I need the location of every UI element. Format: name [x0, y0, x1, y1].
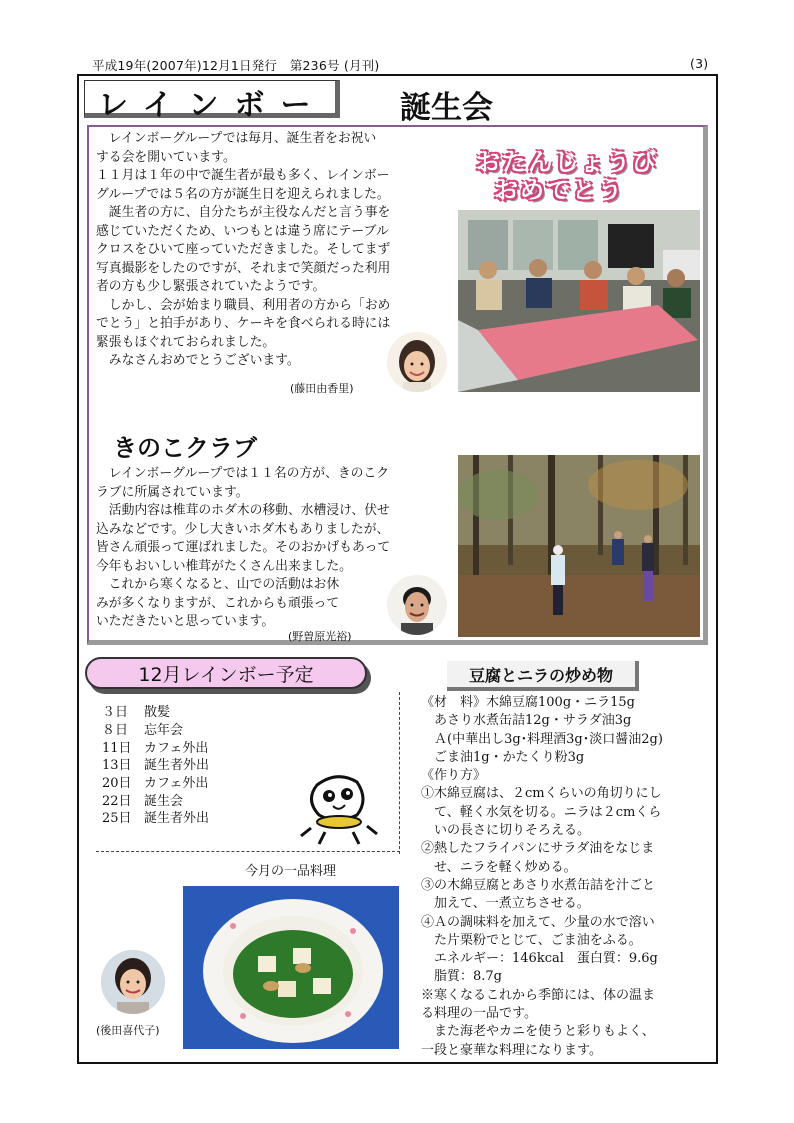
text-line: いただきたいと思っています。 [96, 614, 275, 629]
schedule-event: カフェ外出 [144, 776, 209, 791]
schedule-date: 22日 [102, 794, 132, 809]
schedule-event: 誕生会 [144, 794, 184, 809]
text-line: 込みなどです。少し大きいホダ木もありましたが、 [96, 521, 390, 537]
birthday-party-photo [458, 210, 700, 392]
recipe-body [421, 694, 663, 1060]
text-line: クロスをひいて座っていただきました。そしてまず [96, 242, 391, 257]
text-line: これから寒くなると、山での活動はお休 [96, 577, 340, 592]
wordart-line-1: おたんじょうび [476, 148, 658, 176]
recipe-line: て、軽く水気を切る。ニラは２cmくら [421, 804, 662, 820]
schedule-item [102, 719, 183, 737]
section-divider [96, 851, 400, 852]
recipe-line: ①木綿豆腐は、２cmくらいの角切りにし [421, 786, 662, 802]
recipe-line: ごま油1g・かたくり粉3g [421, 749, 585, 765]
birthday-signature: (藤田由香里) [290, 382, 354, 395]
text-line: でとう」と拍手があり、ケーキを食べられる時には [96, 316, 391, 331]
schedule-item [102, 772, 208, 790]
text-line: グループでは５名の方が誕生日を迎えられました。 [96, 186, 390, 202]
text-line: 感じていただくため、いつもとは違う席にテーブル [96, 223, 389, 239]
schedule-item [102, 701, 170, 719]
text-line: １１月は１年の中で誕生者が最も多く、レインボー [96, 168, 390, 183]
rainbow-title: レインボー [98, 88, 327, 123]
kinoko-signature: (野曽原光裕) [288, 630, 352, 643]
recipe-line: 加えて、一煮立ちさせる。 [421, 896, 590, 912]
schedule-event: 散髪 [144, 705, 171, 720]
schedule-event: 誕生者外出 [144, 811, 210, 826]
schedule-item [102, 737, 208, 755]
recipe-line: 一段と豪華な料理になります。 [421, 1042, 602, 1058]
text-line: する会を開いています。 [96, 149, 236, 165]
text-line: 者の方も少し緊張されていたようです。 [96, 279, 326, 294]
text-line: しかし、会が始まり職員、利用者の方から「おめ [96, 297, 391, 313]
recipe-line: Ａ(中華出し3g･料理酒3g･淡口醤油2g) [421, 731, 663, 747]
recipe-line: エネルギー：146kcal 蛋白質：9.6g [421, 951, 658, 967]
author-portrait-3 [101, 950, 165, 1014]
text-line: みが多くなりますが、これからも頑張って [96, 595, 340, 611]
kinoko-paragraph [96, 465, 390, 632]
recipe-line: ③の木綿豆腐とあさり水煮缶詰を汁ごと [421, 877, 656, 893]
text-line: 活動内容は椎茸のホダ木の移動、水槽浸け、伏せ [96, 503, 390, 518]
cartoon-character-illustration [297, 770, 379, 845]
text-line: 緊張もほぐれておられました。 [96, 334, 276, 350]
text-line: ラブに所属されています。 [96, 484, 249, 500]
wordart-line-2: おめでとう [494, 176, 624, 204]
recipe-line: た片栗粉でとじて、ごま油をふる。 [421, 932, 642, 948]
text-line: 今年もおいしい椎茸がたくさん出来ました。 [96, 558, 352, 574]
recipe-line: あさり水煮缶詰12g・サラダ油3g [421, 713, 632, 729]
schedule-event: 誕生者外出 [144, 758, 210, 773]
recipe-line: いの長さに切りそろえる。 [421, 823, 591, 839]
author-portrait-1 [387, 332, 447, 392]
schedule-event: 忘年会 [144, 723, 184, 738]
recipe-line: ④Ａの調味料を加えて、少量の水で溶い [421, 914, 655, 930]
forest-photo [458, 455, 700, 637]
column-divider [399, 692, 400, 854]
recipe-line: 《材 料》木綿豆腐100g・ニラ15g [421, 695, 635, 710]
schedule-title: 12月レインボー予定 [138, 664, 314, 686]
schedule-date: 20日 [102, 776, 132, 791]
dish-caption: 今月の一品料理 [245, 864, 337, 879]
recipe-title: 豆腐とニラの炒め物 [468, 666, 613, 685]
text-line: レインボーグループでは１１名の方が、きのこク [96, 466, 390, 481]
recipe-line: ②熱したフライパンにサラダ油をなじま [421, 841, 655, 857]
recipe-line: ※寒くなるこれから季節には、体の温ま [421, 987, 656, 1003]
schedule-item [102, 807, 209, 825]
schedule-date: ３日 [102, 705, 129, 720]
text-line: みなさんおめでとうございます。 [96, 353, 300, 368]
dish-photo [183, 886, 399, 1049]
schedule-date: 13日 [102, 758, 132, 773]
recipe-line: 《作り方》 [421, 768, 487, 784]
schedule-date: 11日 [102, 741, 132, 756]
recipe-line: 脂質：8.7g [421, 969, 502, 985]
schedule-date: 25日 [102, 811, 132, 826]
text-line: 写真撮影をしたのですが、それまで笑顔だった利用 [96, 260, 391, 276]
author-portrait-2 [387, 575, 447, 635]
page-number: (3) [690, 56, 709, 71]
issue-line: 平成19年(2007年)12月1日発行 第236号 (月刊) [92, 58, 380, 73]
birthday-title: 誕生会 [400, 90, 493, 126]
birthday-paragraph [96, 130, 390, 371]
schedule-date: ８日 [102, 723, 129, 738]
recipe-line: また海老やカニを使うと彩りもよく、 [421, 1024, 655, 1040]
schedule-event: カフェ外出 [144, 741, 209, 756]
text-line: 皆さん頑張って運ばれました。そのおかげもあって [96, 540, 391, 555]
kinoko-title: きのこクラブ [113, 434, 257, 462]
recipe-line: せ、ニラを軽く炒める。 [421, 859, 577, 875]
text-line: レインボーグループでは毎月、誕生者をお祝い [96, 131, 377, 146]
schedule-item [102, 754, 209, 772]
dish-signature: (後田喜代子) [96, 1024, 160, 1037]
recipe-line: る料理の一品です。 [421, 1006, 537, 1022]
schedule-item [102, 790, 183, 808]
text-line: 誕生者の方に、自分たちが主役なんだと言う事を [96, 205, 391, 220]
